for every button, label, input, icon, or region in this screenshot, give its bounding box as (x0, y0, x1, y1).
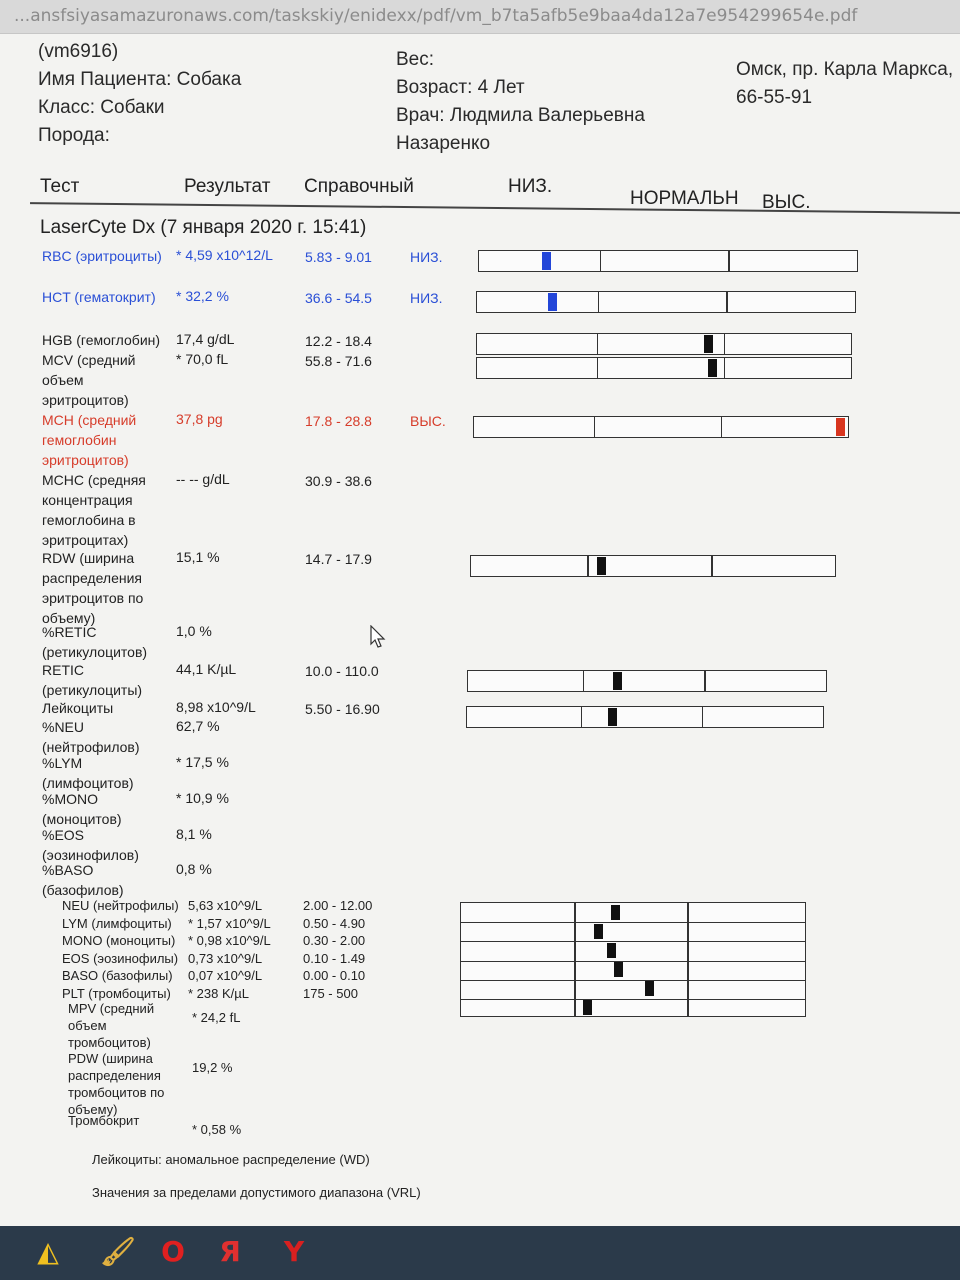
test-name: %BASO (базофилов) (42, 862, 124, 898)
gauge-divider (721, 417, 723, 437)
gauge-marker (704, 335, 713, 353)
test-result: 8,1 % (176, 826, 212, 842)
patient-weight: Вес: (396, 49, 435, 70)
col-test: Тест (40, 176, 80, 197)
test-name: %RETIC (ретикулоцитов) (42, 624, 148, 660)
test-name: HCT (гематокрит) (42, 289, 156, 305)
test-result: 44,1 K/µL (176, 661, 237, 677)
test-result: 62,7 % (176, 718, 220, 734)
test-reference: 5.50 - 16.90 (305, 701, 380, 717)
test-reference: 12.2 - 18.4 (305, 333, 372, 349)
test-name: PDW (ширина распределения тромбоцитов по объему) (68, 1051, 165, 1117)
gauge-marker (614, 962, 623, 977)
taskbar (0, 1226, 960, 1280)
test-result: * 0,98 x10^9/L (188, 933, 271, 948)
gauge-divider (597, 358, 599, 378)
gauge-divider (581, 707, 583, 727)
gauge-divider (702, 707, 704, 727)
test-result: * 0,58 % (192, 1122, 242, 1137)
device-title: LaserCyte Dx (7 января 2020 г. 15:41) (40, 217, 367, 238)
test-name: RBC (эритроциты) (42, 248, 162, 264)
paint-brush-icon[interactable]: 🖌 (100, 1235, 136, 1268)
range-gauge (470, 555, 836, 577)
clinic-address (736, 56, 953, 112)
patient-age: Возраст: 4 Лет (396, 77, 525, 98)
gauge-marker (836, 418, 845, 436)
gauge-divider (583, 671, 585, 691)
test-name: Тромбокрит (68, 1113, 140, 1128)
test-result: 0,8 % (176, 861, 212, 877)
test-result: 8,98 x10^9/L (176, 699, 256, 715)
clinic-street: Омск, пр. Карла Маркса, (736, 59, 954, 80)
test-name: MPV (средний объем тромбоцитов) (68, 1001, 155, 1050)
test-reference: 30.9 - 38.6 (305, 473, 372, 489)
grid-line (461, 961, 805, 962)
grid-line (461, 941, 805, 942)
url-bar[interactable]: ...ansfsiyasamazuronaws.com/taskskiy/enidexx/pdf/vm_b7ta5afb5e9baa4da12a7e954299654e.pdf (0, 0, 960, 34)
test-reference: 0.00 - 0.10 (303, 968, 366, 983)
test-result: * 1,57 x10^9/L (188, 915, 271, 931)
grid-line (461, 980, 805, 981)
test-result: 5,63 x10^9/L (188, 898, 263, 913)
clinic-phone: 66-55-91 (736, 87, 813, 108)
wbc-gauge-grid (460, 902, 806, 1017)
test-name: RETIC (ретикулоциты) (42, 662, 143, 698)
gauge-divider (724, 358, 726, 378)
note-wd: Лейкоциты: аномальное распределение (WD) (92, 1152, 370, 1167)
gauge-marker (607, 943, 616, 958)
test-result: 1,0 % (176, 623, 212, 639)
gauge-divider (728, 251, 730, 271)
test-result: * 238 K/µL (188, 985, 249, 1001)
test-name: MONO (моноциты) (62, 933, 176, 948)
test-result: * 32,2 % (176, 288, 229, 304)
patient-name: Имя Пациента: Собака (38, 69, 242, 90)
gauge-divider (600, 251, 602, 271)
gauge-divider (711, 556, 713, 576)
test-reference: 175 - 500 (303, 985, 358, 1001)
gauge-divider (594, 417, 596, 437)
test-name: EOS (эозинофилы) (62, 950, 179, 966)
grid-line (461, 999, 805, 1000)
patient-breed: Порода: (38, 125, 110, 146)
gauge-marker (608, 708, 617, 726)
mouse-cursor-icon (370, 625, 386, 649)
test-result: 37,8 pg (176, 411, 223, 427)
test-result: 0,73 x10^9/L (188, 950, 263, 966)
test-reference: 14.7 - 17.9 (305, 551, 372, 567)
test-name: %NEU (нейтрофилов) (42, 719, 140, 755)
test-result: 15,1 % (176, 549, 220, 565)
gauge-marker (594, 924, 603, 939)
yandex-icon[interactable]: Я (219, 1235, 241, 1268)
test-result: -- -- g/dL (176, 471, 230, 487)
gauge-marker (645, 981, 654, 996)
test-reference: 55.8 - 71.6 (305, 353, 372, 369)
gauge-divider (704, 671, 706, 691)
header-divider (30, 202, 960, 214)
gauge-marker (548, 293, 557, 311)
gauge-divider (724, 334, 726, 354)
test-reference: 0.10 - 1.49 (303, 950, 366, 966)
patient-info (38, 38, 241, 150)
grid-line (461, 922, 805, 923)
patient-id: (vm6916) (38, 41, 119, 62)
test-name: LYM (лимфоциты) (62, 915, 172, 931)
gauge-divider (587, 556, 589, 576)
yandex-browser-icon[interactable]: Y (283, 1235, 305, 1268)
test-name: %EOS (эозинофилов) (42, 827, 139, 863)
range-gauge (476, 333, 852, 355)
gauge-marker (597, 557, 606, 575)
range-gauge (467, 670, 827, 692)
col-low: НИЗ. (508, 176, 553, 197)
test-result: * 10,9 % (176, 790, 229, 806)
test-result: 19,2 % (192, 1060, 233, 1075)
test-reference: 2.00 - 12.00 (303, 898, 373, 913)
test-result: * 4,59 x10^12/L (176, 247, 273, 263)
gauge-marker (611, 905, 620, 920)
test-flag: НИЗ. (410, 290, 443, 306)
test-name: HGB (гемоглобин) (42, 332, 161, 348)
col-normal: НОРМАЛЬН (630, 188, 739, 209)
test-result: * 17,5 % (176, 754, 229, 770)
test-name: %LYM (лимфоцитов) (42, 755, 134, 791)
test-reference: 5.83 - 9.01 (305, 249, 372, 265)
test-reference: 17.8 - 28.8 (305, 413, 372, 429)
test-flag: ВЫС. (410, 413, 446, 429)
range-gauge (473, 416, 849, 438)
test-result: 17,4 g/dL (176, 331, 235, 347)
gauge-marker (708, 359, 717, 377)
note-vrl: Значения за пределами допустимого диапазона (VRL) (92, 1185, 421, 1200)
col-high: ВЫС. (762, 192, 811, 213)
range-gauge (466, 706, 824, 728)
test-result: * 70,0 fL (176, 351, 229, 367)
gauge-marker (613, 672, 622, 690)
gauge-divider (598, 292, 600, 312)
test-name: NEU (нейтрофилы) (62, 898, 179, 913)
test-flag: НИЗ. (410, 249, 443, 265)
gauge-divider (597, 334, 599, 354)
col-result: Результат (184, 176, 271, 197)
patient-class: Класс: Собаки (38, 97, 165, 118)
patient-details (396, 46, 645, 158)
range-gauge (478, 250, 858, 272)
doctor-name: Врач: Людмила Валерьевна (396, 105, 645, 126)
test-result: 0,07 x10^9/L (188, 968, 263, 983)
triangle-app-icon[interactable]: ◭ (37, 1235, 59, 1268)
test-reference: 36.6 - 54.5 (305, 290, 372, 306)
gauge-marker (542, 252, 551, 270)
test-result: * 24,2 fL (192, 1010, 241, 1025)
test-reference: 0.30 - 2.00 (303, 933, 366, 948)
test-name: %MONO (моноцитов) (42, 791, 122, 827)
gauge-divider (726, 292, 728, 312)
range-gauge (476, 291, 856, 313)
test-name: MCHC (средняя концентрация гемоглобина в эритроцитах) (42, 472, 146, 548)
test-name: PLT (тромбоциты) (62, 985, 171, 1001)
test-name: MCV (средний объем эритроцитов) (42, 352, 136, 408)
test-name: MCH (средний гемоглобин эритроцитов) (42, 412, 137, 468)
doctor-surname: Назаренко (396, 133, 491, 154)
test-reference: 0.50 - 4.90 (303, 915, 366, 931)
test-reference: 10.0 - 110.0 (305, 663, 379, 679)
range-gauge (476, 357, 852, 379)
opera-icon[interactable]: O (161, 1235, 185, 1268)
test-name: Лейкоциты (42, 700, 114, 716)
test-name: RDW (ширина распределения эритроцитов по объему) (42, 550, 144, 626)
col-reference: Справочный (304, 176, 414, 197)
test-name: BASO (базофилы) (62, 968, 173, 983)
gauge-marker (583, 1000, 592, 1015)
